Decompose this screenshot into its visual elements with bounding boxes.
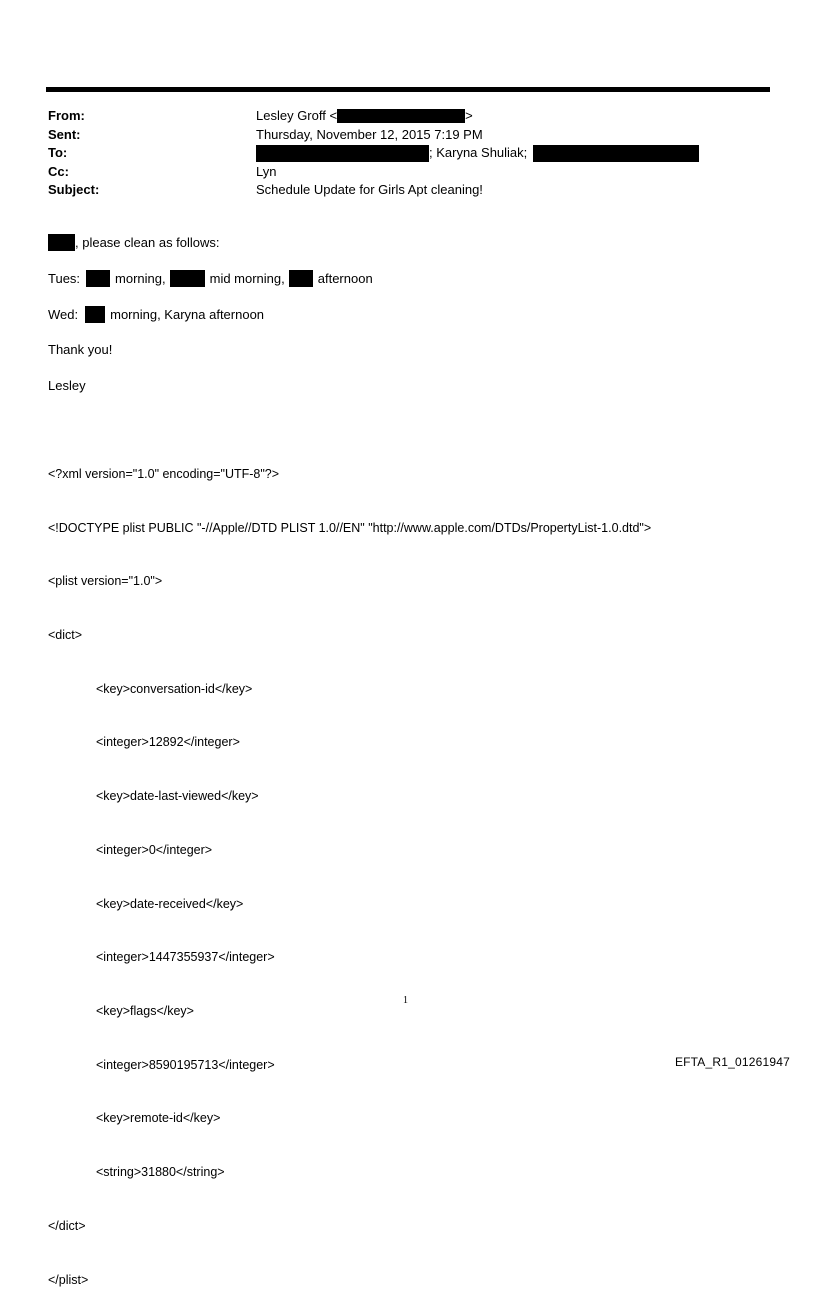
from-label: From: [48, 108, 85, 123]
plist-entry: <integer>8590195713</integer> [96, 1057, 275, 1072]
plist-entry: <key>remote-id</key> [96, 1111, 221, 1126]
cc-value: Lyn [256, 163, 277, 179]
doctype-line: <!DOCTYPE plist PUBLIC "-//Apple//DTD PLIST 1.0//EN" "http://www.apple.com/DTDs/PropertyList-1.0.dtd"> [48, 520, 652, 535]
dict-close: </dict> [48, 1218, 86, 1233]
sent-row [48, 126, 699, 145]
from-name: Lesley Groff < [256, 108, 338, 123]
redaction-block [170, 270, 205, 287]
body-line-signature [48, 378, 86, 394]
redaction-block [256, 145, 429, 162]
plist-entry: <integer>0</integer> [96, 842, 213, 857]
body-line-thanks [48, 342, 112, 358]
from-row [48, 107, 699, 126]
cc-label: Cc: [48, 163, 69, 179]
redaction-block [533, 145, 699, 162]
sent-value: Thursday, November 12, 2015 7:19 PM [256, 126, 483, 142]
redaction-block [48, 234, 75, 251]
instructions-text: , please clean as follows: [75, 234, 220, 250]
from-value [256, 107, 473, 126]
xml-declaration: <?xml version="1.0" encoding="UTF-8"?> [48, 466, 280, 481]
from-close: > [465, 108, 473, 123]
redaction-block [85, 306, 105, 323]
tues-label: Tues: [48, 270, 81, 286]
email-header [48, 107, 699, 200]
plist-entry: <key>flags</key> [96, 1004, 194, 1018]
dict-open: <dict> [48, 627, 83, 642]
plist-entry: <integer>1447355937</integer> [96, 950, 275, 965]
header-rule [46, 87, 770, 92]
to-value [256, 144, 699, 163]
cc-row [48, 163, 699, 182]
signature-text: Lesley [48, 378, 86, 393]
plist-entry: <key>date-received</key> [96, 896, 244, 911]
wed-rest: morning, Karyna afternoon [110, 306, 265, 322]
subject-row [48, 181, 699, 200]
thanks-text: Thank you! [48, 342, 113, 357]
plist-open: <plist version="1.0"> [48, 574, 163, 589]
body-line-wednesday [48, 306, 264, 323]
wed-label: Wed: [48, 306, 79, 322]
tues-morning: morning, [115, 270, 166, 286]
subject-label: Subject: [48, 182, 100, 197]
plist-entry: <key>date-last-viewed</key> [96, 789, 259, 804]
plist-block [48, 430, 651, 1307]
redaction-block [337, 109, 465, 123]
plist-close: </plist> [48, 1272, 89, 1287]
body-line-tuesday [48, 270, 373, 287]
subject-value: Schedule Update for Girls Apt cleaning! [256, 182, 483, 197]
tues-mid: mid morning, [209, 270, 285, 286]
page-number: 1 [403, 995, 408, 1006]
to-middle: ; Karyna Shuliak; [429, 145, 528, 160]
document-id: EFTA_R1_01261947 [674, 1055, 790, 1069]
to-row [48, 144, 699, 163]
plist-entry: <integer>12892</integer> [96, 735, 240, 750]
to-label: To: [48, 145, 68, 160]
redaction-block [289, 270, 313, 287]
sent-label: Sent: [48, 126, 81, 142]
tues-afternoon: afternoon [317, 270, 373, 286]
plist-entry: <key>conversation-id</key> [96, 681, 253, 696]
body-line-instructions [48, 234, 220, 251]
plist-entry: <string>31880</string> [96, 1165, 225, 1180]
redaction-block [86, 270, 110, 287]
